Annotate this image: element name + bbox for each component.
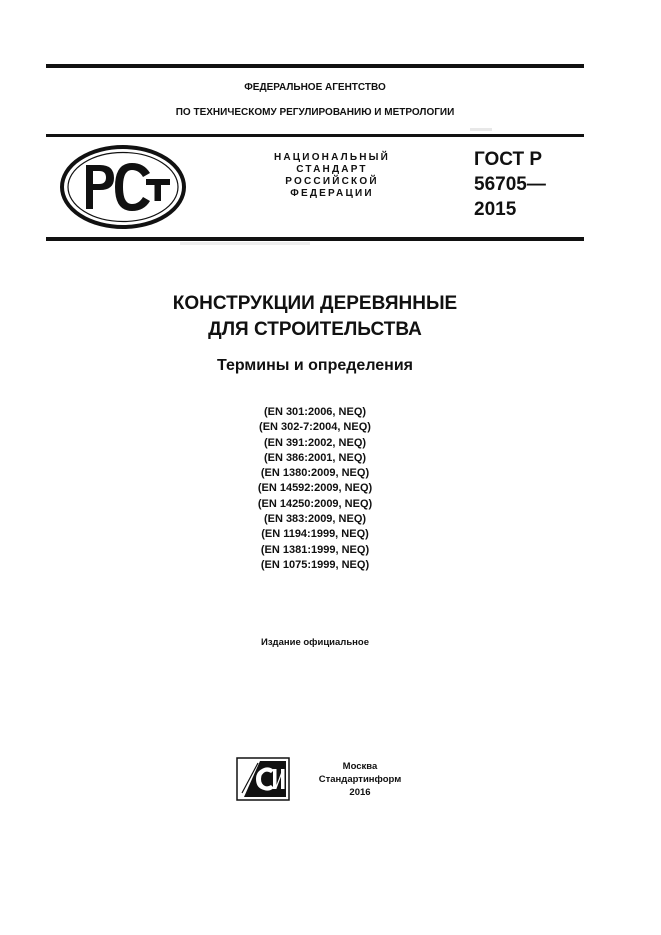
designation-line: 2015 xyxy=(474,199,517,220)
standard-designation xyxy=(474,147,546,222)
top-rule xyxy=(46,64,584,68)
reference-item: (EN 1380:2009, NEQ) xyxy=(260,467,370,480)
rst-logo xyxy=(60,145,186,234)
title-line: КОНСТРУКЦИИ ДЕРЕВЯННЫЕ xyxy=(172,293,458,314)
standartinform-logo xyxy=(236,757,290,806)
agency-bottom-rule xyxy=(46,134,584,137)
reference-item: (EN 386:2001, NEQ) xyxy=(263,451,367,464)
reference-item: (EN 391:2002, NEQ) xyxy=(263,436,367,449)
document-subtitle: Термины и определения xyxy=(216,357,413,374)
imprint-publisher: Стандартинформ xyxy=(318,774,402,785)
national-standard-label xyxy=(262,152,402,200)
national-standard-line: НАЦИОНАЛЬНЫЙ xyxy=(273,152,391,163)
reference-item: (EN 14250:2009, NEQ) xyxy=(257,497,373,510)
reference-item: (EN 301:2006, NEQ) xyxy=(263,406,367,418)
reference-item: (EN 1194:1999, NEQ) xyxy=(261,528,369,541)
national-standard-line: РОССИЙСКОЙ xyxy=(285,176,379,187)
title-line: ДЛЯ СТРОИТЕЛЬСТВА xyxy=(208,319,422,340)
reference-item: (EN 302-7:2004, NEQ) xyxy=(259,421,371,434)
designation-line: ГОСТ Р xyxy=(474,149,543,170)
imprint-city: Москва xyxy=(342,761,378,772)
reference-item: (EN 14592:2009, NEQ) xyxy=(257,482,373,495)
document-title xyxy=(46,291,584,343)
reference-list xyxy=(180,405,450,573)
agency-line-2: ПО ТЕХНИЧЕСКОМУ РЕГУЛИРОВАНИЮ И МЕТРОЛОГИИ xyxy=(175,107,455,118)
national-standard-line: ФЕДЕРАЦИИ xyxy=(290,188,374,199)
bleed-through-mark xyxy=(470,128,492,131)
imprint xyxy=(300,760,420,799)
bleed-through-mark xyxy=(180,242,310,245)
imprint-year: 2016 xyxy=(349,787,371,798)
reference-item: (EN 1075:1999, NEQ) xyxy=(260,558,370,571)
designation-line: 56705— xyxy=(474,174,546,195)
reference-item: (EN 383:2009, NEQ) xyxy=(263,513,367,526)
edition-label: Издание официальное xyxy=(261,637,369,648)
national-standard-line: СТАНДАРТ xyxy=(296,164,368,175)
reference-item: (EN 1381:1999, NEQ) xyxy=(260,543,370,556)
agency-line-1: ФЕДЕРАЛЬНОЕ АГЕНТСТВО xyxy=(244,82,386,93)
header-bottom-rule xyxy=(46,237,584,241)
